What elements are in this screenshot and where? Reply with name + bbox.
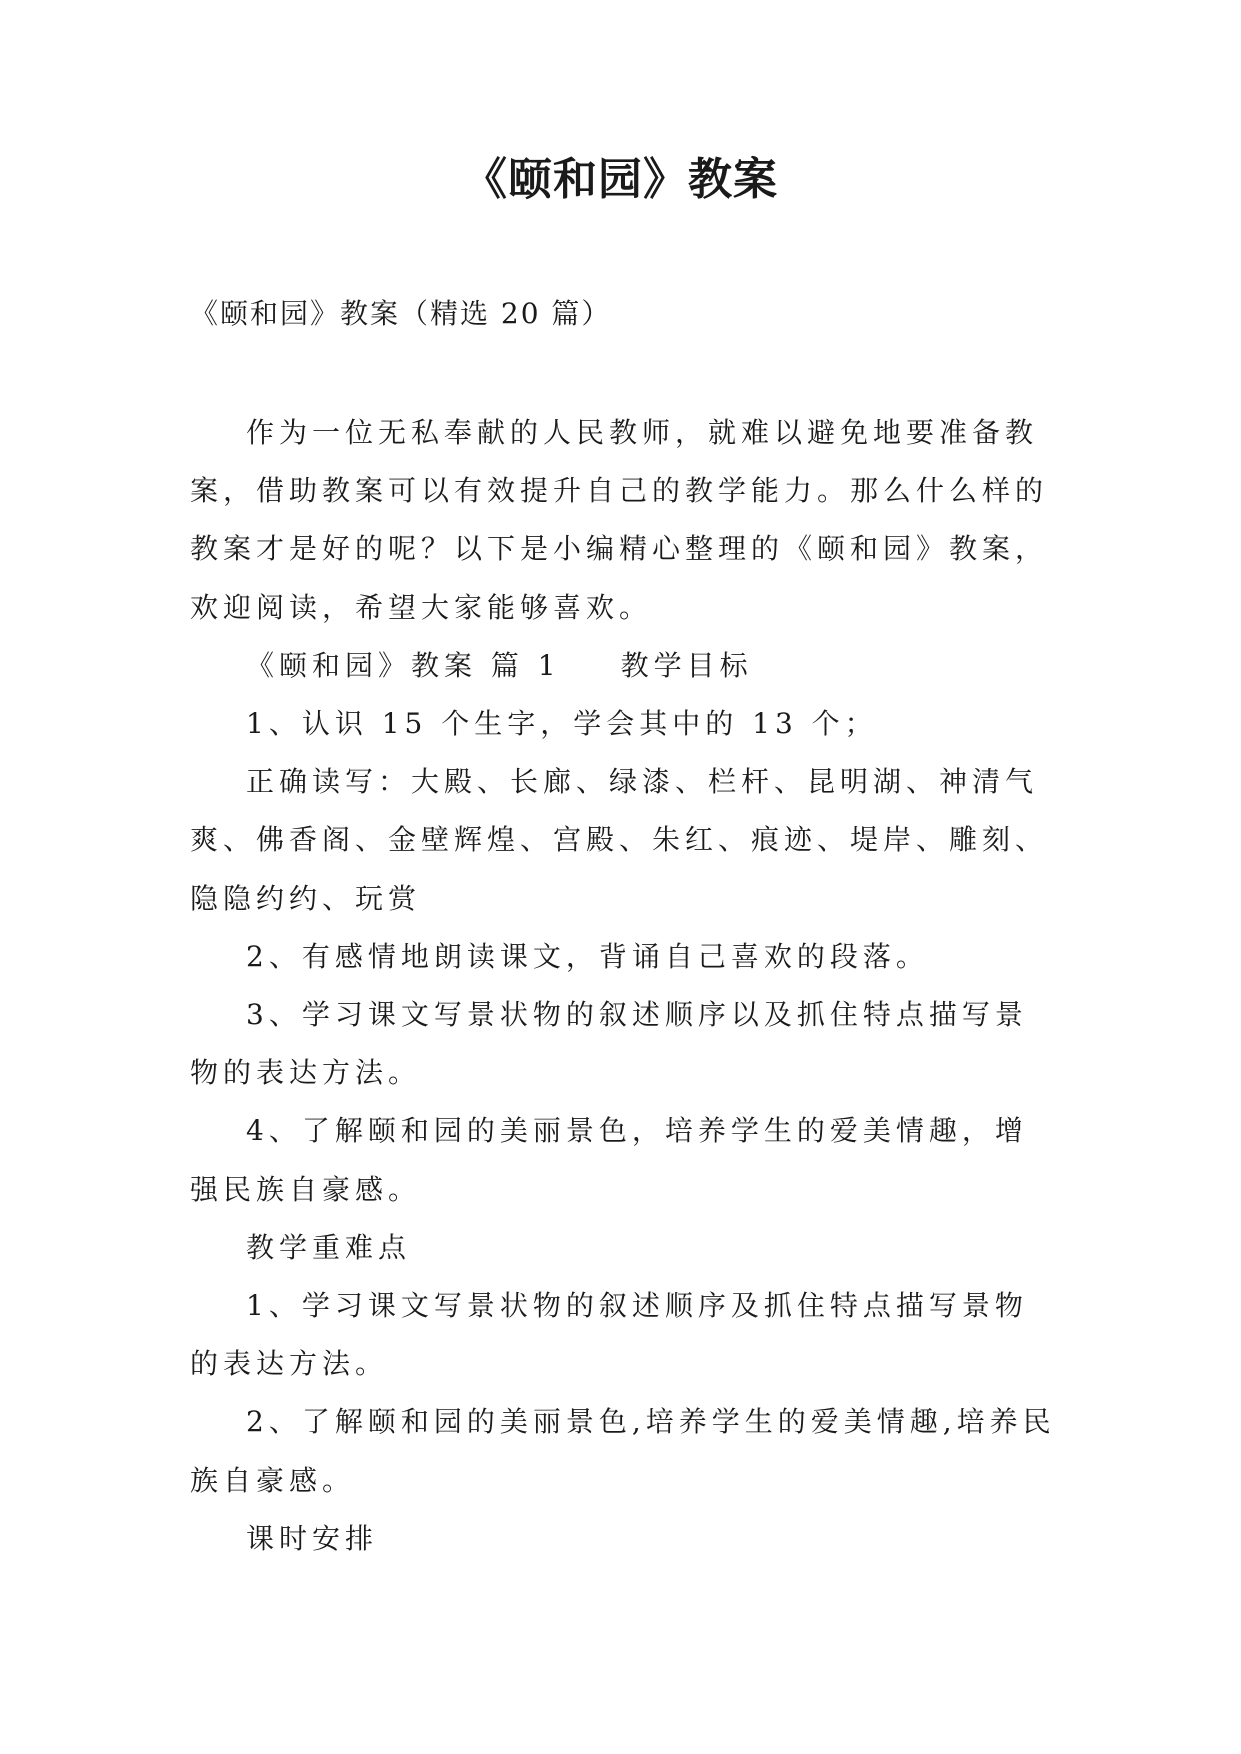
- key-point-1: 1、学习课文写景状物的叙述顺序及抓住特点描写景物的表达方法。: [190, 1289, 1028, 1381]
- goal-item-1: 1、认识 15 个生字，学会其中的 13 个；: [246, 707, 878, 741]
- goal-item-3: 3、学习课文写景状物的叙述顺序以及抓住特点描写景物的表达方法。: [190, 998, 1028, 1090]
- intro-paragraph: 作为一位无私奉献的人民教师，就难以避免地要准备教案，借助教案可以有效提升自己的教学能力。那么什么样的教案才是好的呢？以下是小编精心整理的《颐和园》教案，欢迎阅读，希望大家能够喜欢。: [190, 416, 1049, 624]
- section-subtitle: 教学目标: [620, 648, 753, 682]
- schedule-heading: 课时安排: [246, 1521, 379, 1555]
- goal-item-4: 4、了解颐和园的美丽景色，培养学生的爱美情趣，增强民族自豪感。: [190, 1114, 1028, 1206]
- goal-item-1-words: 正确读写：大殿、长廊、绿漆、栏杆、昆明湖、神清气爽、佛香阁、金壁辉煌、宫殿、朱红、痕迹、堤岸、雕刻、隐隐约约、玩赏: [190, 765, 1049, 915]
- document-subtitle: 《颐和园》教案（精选 20 篇）: [190, 297, 612, 330]
- goal-item-2: 2、有感情地朗读课文，背诵自己喜欢的段落。: [246, 939, 929, 973]
- document-title: 《颐和园》教案: [463, 154, 778, 205]
- key-points-heading: 教学重难点: [246, 1230, 412, 1264]
- section-title: 《颐和园》教案 篇 1: [246, 648, 561, 682]
- document-body: [190, 404, 1060, 1568]
- section-heading: [190, 637, 1060, 695]
- key-point-2: 2、了解颐和园的美丽景色,培养学生的爱美情趣,培养民族自豪感。: [190, 1405, 1056, 1497]
